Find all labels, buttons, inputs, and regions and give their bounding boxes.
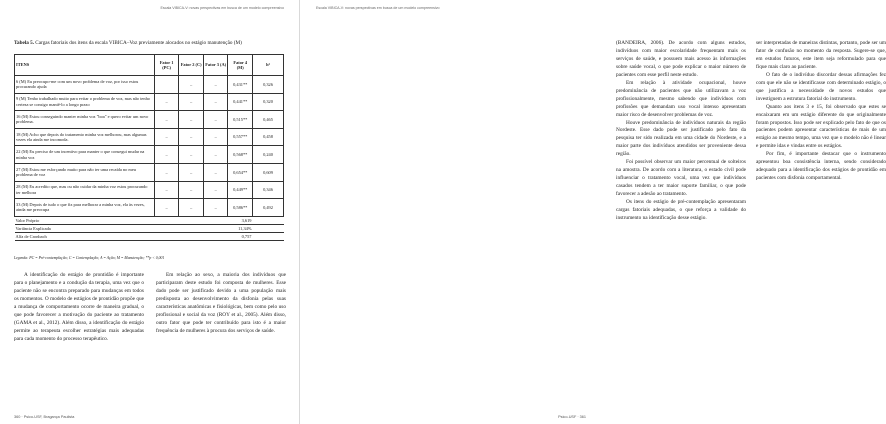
paragraph: Quanto aos itens 3 e 15, foi observado que estes se encaixaram em um estágio diferente do que originalmente foram propostos. Isso pode ser explicado pelo fato de que os pacientes podem apresentar características de mais de um estágio ao mesmo tempo, uma vez que o modelo não é linear e permite idas e vindas entre os estágios. [756,103,886,150]
factor-1-value: – [154,181,179,199]
h2-value: 0,320 [253,93,284,111]
table-row [15,199,284,217]
factor-1-value: – [154,146,179,164]
factor-3-value: – [203,199,228,217]
table-row [15,111,284,129]
table-row [15,181,284,199]
summary-row-variance [15,224,284,232]
table-legend: Legenda: PC = Pré-contemplação; C = Contemplação; A = Ação; M = Manutenção; **p < 0,001 [14,256,165,260]
table-row [15,93,284,111]
item-text: 27 (M) Estou me esforçando muito para não ter uma recaída no meu problema de voz [15,163,155,181]
factor-4-value: 0,431** [228,76,253,94]
factor-3-value: – [203,163,228,181]
summary-row-alpha [15,232,284,240]
header-h2: h² [253,55,284,76]
factor-2-value: – [179,163,204,181]
factor-4-value: 0,654** [228,163,253,181]
header-items: ITENS [15,55,155,76]
paragraph: Em relação à atividade ocupacional, houve predominância de pacientes que não utilizavam a voz profissionalmente, mesmo sabendo que indivíduos com profissões que demandam uso vocal intenso apresentam maior risco de desenvolver problemas de voz. [616,79,746,118]
factor-4-value: 0,449** [228,181,253,199]
factor-1-value: – [154,111,179,129]
table-row [15,146,284,164]
table-caption-text: Cargas fatoriais dos itens da escala VIBICA–Voz previamente alocados no estágio manutenção (M) [35,40,242,46]
paragraph: Em relação ao sexo, a maioria dos indivíduos que participaram deste estudo foi composta de mulheres. Esse dado pode ser justificado devido a uma população mais predisposta ao desenvolvimento da disfonia pelas suas características anatômicas e fisiológicas, bem como pelo uso profissional e social da voz (ROY et al., 2005). Além disso, outro fator que pode ter contribuído para isto é a maior frequência de mulheres à procura dos serviços de saúde. [156,272,286,334]
right-page [300,0,886,424]
factor-2-value: – [179,181,204,199]
paragraph: Foi possível observar um maior percentual de solteiros na amostra. De acordo com a literatura, o estado civil pode influenciar o tratamento vocal, uma vez que indivíduos casados tendem a ter maior suporte familiar, o que pode favorecer a adesão ao tratamento. [616,159,746,198]
paragraph: (BANDEIRA, 2006). De acordo com alguns estudos, indivíduos com maior escolaridade frequentam mais os serviços de saúde, e possuem mais acesso às informações sobre saúde vocal, o que pode explicar o maior número de pacientes com esse perfil neste estudo. [616,40,746,78]
paragraph: A identificação do estágio de prontidão é importante para o planejamento e a condução da terapia, uma vez que o paciente não se encontra preparado para mudanças em todos os momentos. O modelo de estágios de prontidão propõe que a mudança de comportamento ocorre de maneira gradual, o que pode favorecer a motivação do paciente ao tratamento (GAMA et al., 2012). Além disso, a identificação do estágio permite ao terapeuta escolher estratégias mais adequadas para cada momento do processo terapêutico. [14,272,144,342]
factor-4-value: 0,515** [228,111,253,129]
table-header-row [15,55,284,76]
table-row [15,163,284,181]
item-text: 28 (M) Eu acredito que, mas ou não cuidar da minha voz estou procurando ter melhora [15,181,155,199]
factor-4-value: 0,568** [228,146,253,164]
factor-3-value: – [203,111,228,129]
factor-3-value: – [203,181,228,199]
h2-value: 0,465 [253,111,284,129]
summary-value: 11,34% [154,224,252,232]
header-factor-1: Fator 1 (PC) [154,55,179,76]
body-column-right-2 [756,40,886,183]
summary-value: 0,757 [154,232,252,240]
summary-label: Valor Próprio [15,216,155,224]
factor-3-value: – [203,146,228,164]
factor-1-value: – [154,93,179,111]
table-caption [14,40,284,46]
header-factor-2: Fator 2 (C) [179,55,204,76]
factor-2-value: – [179,199,204,217]
body-column-right-1 [616,40,746,223]
paragraph: O fato de o indivíduo discordar dessas afirmações fez com que ele não se identificasse com determinado estágio, o que justifica a necessidade de novos estudos que investiguem a estrutura fatorial do instrumento. [756,71,886,102]
h2-value: 0,346 [253,181,284,199]
factor-1-value: – [154,128,179,146]
page-footer: Psico-USF · 361 [558,415,586,419]
item-text: 18 (M) Acho que depois do tratamento minha voz melhorou, mas algumas vezes ela ainda me incomoda. [15,128,155,146]
factor-loadings-table [14,54,284,241]
table-caption-label: Tabela 5. [14,40,34,46]
left-page [0,0,300,424]
factor-2-value: – [179,128,204,146]
item-text: 22 (M) Eu preciso de um incentivo para manter o que consegui mudar na minha voz [15,146,155,164]
h2-value: 0,240 [253,146,284,164]
factor-2-value: – [179,93,204,111]
header-factor-4: Fator 4 (M) [228,55,253,76]
running-head: Escala VIBICA-V: novas perspectivas em busca de um modelo compreensivo [160,6,284,10]
page-footer: 360 · Psico-USF, Bragança Paulista [14,415,75,419]
body-column-left-2 [156,272,286,336]
h2-value: 0,326 [253,76,284,94]
paragraph: ser interpretadas de maneiras distintas, portanto, pode ser um fator de confusão no momento da resposta. Sugere-se que, em estudos futuros, este item seja reformulado para que fique mais claro ao paciente. [756,40,886,70]
factor-2-value: – [179,76,204,94]
table-row [15,76,284,94]
factor-3-value: – [203,76,228,94]
header-factor-3: Fator 3 (A) [203,55,228,76]
factor-3-value: – [203,128,228,146]
factor-1-value: – [154,199,179,217]
factor-1-value: – [154,163,179,181]
item-text: 9 (M) Tenho trabalhado muito para evitar o problema de voz, mas não tenho certeza se consigo mantê-lo a longo prazo [15,93,155,111]
summary-label: Variância Explicada [15,224,155,232]
summary-value: 3,619 [154,216,252,224]
factor-1-value [154,76,179,94]
summary-row-eigenvalue [15,216,284,224]
item-text: 6 (M) Eu preocupo-me com um novo problema de voz, por isso estou procurando ajuda [15,76,155,94]
summary-label: Alfa de Cronbach [15,232,155,240]
paragraph: Houve predominância de indivíduos naturais da região Nordeste. Esse dado pode ser justificado pelo fato da pesquisa ter sido realizada em uma cidade do Nordeste, e a maior parte dos indivíduos atendidos ser proveniente dessa região. [616,119,746,158]
factor-4-value: 0,441** [228,93,253,111]
factor-4-value: 0,586** [228,199,253,217]
paragraph: Por fim, é importante destacar que o instrumento apresentou boa consistência interna, sendo considerado adequado para a identificação dos estágios de prontidão em pacientes com disfonia comportamental. [756,151,886,182]
h2-value: 0,609 [253,163,284,181]
paragraph: Os itens do estágio de pré-contemplação apresentaram cargas fatoriais adequadas, o que reforça a validade do instrumento na identificação desse estágio. [616,199,746,221]
h2-value: 0,492 [253,199,284,217]
table-row [15,128,284,146]
item-text: 16 (M) Estou conseguindo manter minha voz "boa" e quero evitar um novo problema. [15,111,155,129]
factor-2-value: – [179,111,204,129]
factor-4-value: 0,557** [228,128,253,146]
item-text: 33 (M) Depois de tudo o que fiz para melhorar a minha voz, ela às vezes, ainda me preocupa [15,199,155,217]
body-column-left-1 [14,272,144,344]
running-head: Escala VIBICA-V: novas perspectivas em busca de um modelo compreensivo [316,6,440,10]
factor-2-value: – [179,146,204,164]
factor-3-value: – [203,93,228,111]
h2-value: 0,458 [253,128,284,146]
